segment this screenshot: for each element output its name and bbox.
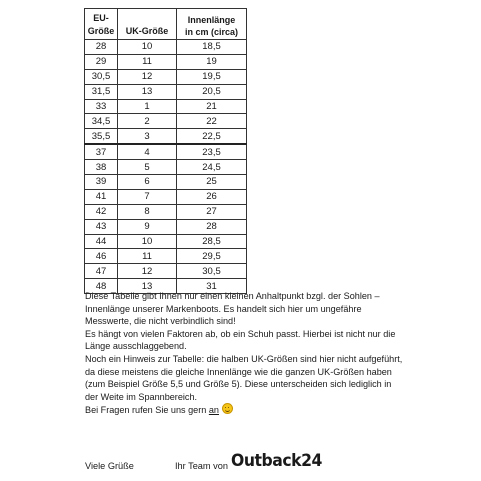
- cell-length: 22,5: [177, 129, 247, 144]
- size-table: [84, 8, 247, 294]
- table-row: [85, 129, 247, 144]
- cell-eu: 29: [85, 54, 118, 69]
- cell-length: 29,5: [177, 249, 247, 264]
- call-link: an: [208, 405, 219, 416]
- team-label: Ihr Team von: [175, 461, 228, 471]
- cell-eu: 38: [85, 160, 118, 175]
- brand-logo: Outback24: [231, 451, 322, 471]
- table-row: [85, 189, 247, 204]
- note-question: Bei Fragen rufen Sie uns gern: [85, 405, 209, 416]
- header-length-line2: in cm (circa): [184, 27, 239, 37]
- table-row: [85, 99, 247, 114]
- cell-length: 24,5: [177, 160, 247, 175]
- cell-eu: 33: [85, 99, 118, 114]
- cell-uk: 9: [118, 219, 177, 234]
- cell-eu: 44: [85, 234, 118, 249]
- note-paragraph-4: [85, 403, 405, 417]
- cell-uk: 7: [118, 189, 177, 204]
- table-row: [85, 144, 247, 159]
- note-paragraph-2: Es hängt von vielen Faktoren ab, ob ein Schuh passt. Hierbei ist nicht nur die Länge ausschlaggebend.: [85, 328, 396, 352]
- cell-eu: 30,5: [85, 69, 118, 84]
- cell-eu: 48: [85, 279, 118, 294]
- cell-length: 27: [177, 204, 247, 219]
- header-uk: UK-Größe: [118, 9, 177, 40]
- cell-length: 30,5: [177, 264, 247, 279]
- table-row: [85, 40, 247, 55]
- cell-uk: 10: [118, 234, 177, 249]
- cell-uk: 10: [118, 40, 177, 55]
- cell-uk: 11: [118, 249, 177, 264]
- table-row: [85, 69, 247, 84]
- note-paragraph-3: Noch ein Hinweis zur Tabelle: die halben UK-Größen sind hier nicht aufgeführt, da diese meistens die gleiche Innenlänge wie die ganzen UK-Größen haben (zum Beispiel Größe 5,5 und Größe 5). Diese unterscheiden sich lediglich in der Weite im Spannbereich.: [85, 353, 403, 402]
- cell-length: 20,5: [177, 84, 247, 99]
- header-length: [177, 9, 247, 40]
- cell-length: 28: [177, 219, 247, 234]
- cell-eu: 47: [85, 264, 118, 279]
- cell-length: 25: [177, 175, 247, 190]
- cell-eu: 28: [85, 40, 118, 55]
- cell-length: 18,5: [177, 40, 247, 55]
- header-eu: EU-Größe: [85, 9, 118, 40]
- cell-length: 23,5: [177, 144, 247, 159]
- table-row: [85, 249, 247, 264]
- table-row: [85, 160, 247, 175]
- cell-eu: 34,5: [85, 114, 118, 129]
- cell-uk: 13: [118, 279, 177, 294]
- cell-eu: 41: [85, 189, 118, 204]
- smiley-icon: [222, 403, 233, 414]
- table-row: [85, 234, 247, 249]
- cell-uk: 4: [118, 144, 177, 159]
- header-length-line1: Innenlänge: [187, 15, 236, 25]
- cell-length: 19,5: [177, 69, 247, 84]
- cell-length: 19: [177, 54, 247, 69]
- cell-eu: 43: [85, 219, 118, 234]
- cell-eu: 31,5: [85, 84, 118, 99]
- table-body: [85, 40, 247, 294]
- table-row: [85, 264, 247, 279]
- table-row: [85, 175, 247, 190]
- cell-uk: 1: [118, 99, 177, 114]
- cell-uk: 6: [118, 175, 177, 190]
- cell-uk: 2: [118, 114, 177, 129]
- cell-uk: 3: [118, 129, 177, 144]
- table-row: [85, 54, 247, 69]
- cell-length: 28,5: [177, 234, 247, 249]
- cell-uk: 12: [118, 264, 177, 279]
- table-row: [85, 114, 247, 129]
- cell-eu: 35,5: [85, 129, 118, 144]
- table-header-row: [85, 9, 247, 40]
- note-paragraph-1: Diese Tabelle gibt Ihnen nur einen kleinen Anhaltpunkt bzgl. der Sohlen – Innenlänge unserer Markenboots. Es handelt sich hier um ungefähre Messwerte, die nicht verbindlich sind!: [85, 291, 380, 327]
- notes-text: [85, 290, 405, 417]
- cell-eu: 39: [85, 175, 118, 190]
- cell-eu: 42: [85, 204, 118, 219]
- table-row: [85, 204, 247, 219]
- cell-length: 21: [177, 99, 247, 114]
- cell-eu: 37: [85, 144, 118, 159]
- cell-uk: 13: [118, 84, 177, 99]
- cell-uk: 8: [118, 204, 177, 219]
- greeting: Viele Grüße: [85, 461, 134, 471]
- cell-length: 26: [177, 189, 247, 204]
- cell-length: 22: [177, 114, 247, 129]
- cell-uk: 5: [118, 160, 177, 175]
- cell-uk: 11: [118, 54, 177, 69]
- cell-eu: 46: [85, 249, 118, 264]
- cell-uk: 12: [118, 69, 177, 84]
- table-row: [85, 219, 247, 234]
- table-row: [85, 84, 247, 99]
- cell-length: 31: [177, 279, 247, 294]
